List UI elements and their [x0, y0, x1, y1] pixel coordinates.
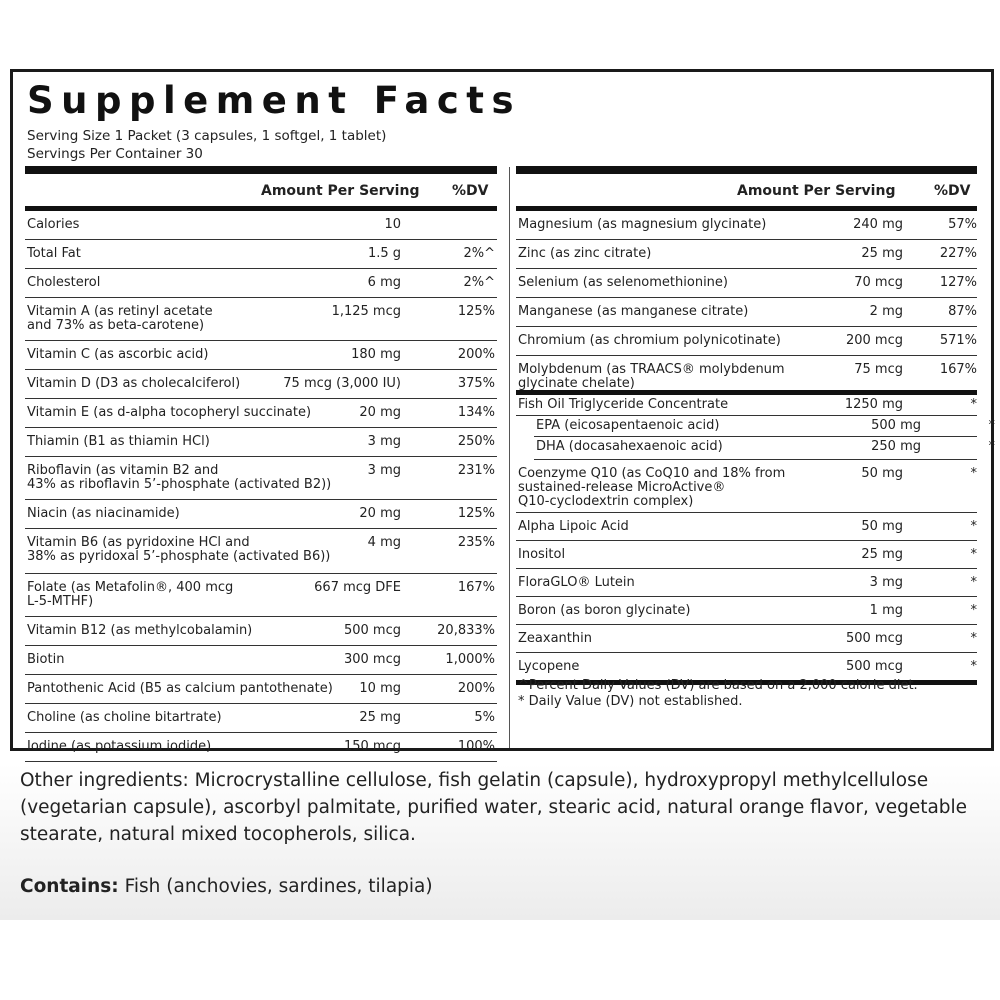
- nutrient-name: Lycopene: [518, 659, 580, 674]
- amount-header: Amount Per Serving: [737, 183, 896, 199]
- nutrient-name: Iodine (as potassium iodide): [27, 739, 212, 754]
- amount-header: Amount Per Serving: [261, 183, 420, 199]
- nutrient-dv: 87%: [948, 304, 977, 319]
- nutrient-amount: 3 mg: [367, 463, 401, 478]
- nutrient-row: [516, 541, 977, 569]
- nutrient-dv: 125%: [457, 304, 495, 319]
- nutrient-dv: *: [988, 439, 995, 454]
- nutrient-amount: 25 mg: [359, 710, 401, 725]
- supplement-facts-panel: [10, 69, 995, 754]
- nutrient-dv: *: [970, 603, 977, 618]
- nutrient-name: DHA (docasahexaenoic acid): [536, 439, 723, 454]
- contains-text: Fish (anchovies, sardines, tilapia): [118, 876, 433, 897]
- nutrient-name: Choline (as choline bitartrate): [27, 710, 222, 725]
- nutrient-amount: 667 mcg DFE: [314, 580, 401, 595]
- nutrient-dv: 57%: [948, 217, 977, 232]
- nutrient-dv: 2%^: [463, 275, 495, 290]
- right-nutrient-column: [516, 166, 995, 685]
- dv-header: %DV: [934, 183, 971, 199]
- nutrient-amount: 180 mg: [351, 347, 401, 362]
- nutrient-dv: 20,833%: [437, 623, 495, 638]
- nutrient-dv: 200%: [457, 681, 495, 696]
- nutrient-row: [25, 574, 497, 617]
- nutrient-dv: 375%: [457, 376, 495, 391]
- nutrient-name: Vitamin E (as d-alpha tocopheryl succinate): [27, 405, 312, 420]
- nutrient-amount: 500 mcg: [845, 631, 903, 646]
- nutrient-amount: 70 mcg: [854, 275, 903, 290]
- nutrient-row: [516, 327, 977, 356]
- nutrient-name: Magnesium (as magnesium glycinate): [518, 217, 767, 232]
- nutrient-name: Inositol: [518, 547, 566, 562]
- nutrient-name: Vitamin B12 (as methylcobalamin): [27, 623, 253, 638]
- nutrient-name: Boron (as boron glycinate): [518, 603, 691, 618]
- nutrient-name: Alpha Lipoic Acid: [518, 519, 629, 534]
- panel-title: Supplement Facts: [27, 79, 522, 122]
- nutrient-amount: 75 mcg (3,000 IU): [283, 376, 401, 391]
- nutrient-dv: 227%: [939, 246, 977, 261]
- nutrient-name: Vitamin C (as ascorbic acid): [27, 347, 209, 362]
- nutrient-dv: 235%: [457, 535, 495, 550]
- nutrient-name: Coenzyme Q10 (as CoQ10 and 18% from sustained-release MicroActive® Q10-cyclodextrin complex): [518, 466, 786, 509]
- nutrient-row: [516, 513, 977, 541]
- nutrient-dv: 134%: [457, 405, 495, 420]
- nutrient-dv: *: [970, 631, 977, 646]
- nutrient-row: [516, 240, 977, 269]
- nutrient-row: [25, 646, 497, 675]
- nutrient-name: Calories: [27, 217, 80, 232]
- nutrient-dv: *: [988, 418, 995, 433]
- nutrient-dv: 167%: [457, 580, 495, 595]
- nutrient-dv: *: [970, 519, 977, 534]
- nutrient-amount: 25 mg: [861, 246, 903, 261]
- nutrient-row: [516, 298, 977, 327]
- nutrient-row: [25, 240, 497, 269]
- nutrient-amount: 500 mcg: [845, 659, 903, 674]
- nutrient-row: [25, 428, 497, 457]
- nutrient-dv: *: [970, 466, 977, 481]
- nutrient-name: Total Fat: [27, 246, 81, 261]
- nutrient-dv: 2%^: [463, 246, 495, 261]
- nutrient-amount: 300 mcg: [343, 652, 401, 667]
- other-ingredients: Other ingredients: Microcrystalline cellulose, fish gelatin (capsule), hydroxypropyl methylcellulose (vegetarian capsule), ascorbyl palmitate, purified water, stearic acid, natural orange flavor, vegetable stearate, natural mixed tocopherols, silica.: [20, 770, 968, 845]
- nutrient-dv: 200%: [457, 347, 495, 362]
- nutrient-dv: 100%: [457, 739, 495, 754]
- nutrient-name: Fish Oil Triglyceride Concentrate: [518, 397, 729, 412]
- nutrient-dv: 5%: [474, 710, 495, 725]
- nutrient-dv: 231%: [457, 463, 495, 478]
- servings-per-container: Servings Per Container 30: [27, 146, 203, 162]
- nutrient-dv: 125%: [457, 506, 495, 521]
- nutrient-amount: 1 mg: [869, 603, 903, 618]
- nutrient-dv: *: [970, 547, 977, 562]
- nutrient-name: Zinc (as zinc citrate): [518, 246, 652, 261]
- nutrient-row: [25, 500, 497, 529]
- nutrient-row: [516, 395, 977, 416]
- nutrient-dv: *: [970, 575, 977, 590]
- nutrient-row: [25, 399, 497, 428]
- thick-rule: [516, 166, 977, 174]
- nutrient-row: [516, 569, 977, 597]
- nutrient-amount: 3 mg: [869, 575, 903, 590]
- nutrient-name: Zeaxanthin: [518, 631, 592, 646]
- nutrient-amount: 20 mg: [359, 405, 401, 420]
- nutrient-name: Cholesterol: [27, 275, 101, 290]
- nutrient-amount: 200 mcg: [845, 333, 903, 348]
- nutrient-name: Chromium (as chromium polynicotinate): [518, 333, 781, 348]
- nutrient-amount: 10: [384, 217, 401, 232]
- nutrient-amount: 10 mg: [359, 681, 401, 696]
- nutrient-name: Riboflavin (as vitamin B2 and 43% as riboflavin 5’-phosphate (activated B2)): [27, 463, 332, 492]
- nutrient-name: Vitamin D (D3 as cholecalciferol): [27, 376, 241, 391]
- nutrient-amount: 250 mg: [871, 439, 921, 454]
- nutrient-name: Niacin (as niacinamide): [27, 506, 180, 521]
- nutrient-row: [516, 597, 977, 625]
- nutrient-name: Folate (as Metafolin®, 400 mcg L-5-MTHF): [27, 580, 234, 609]
- nutrient-amount: 500 mcg: [343, 623, 401, 638]
- thick-rule: [25, 166, 497, 174]
- nutrient-row: [25, 617, 497, 646]
- nutrient-row: [25, 341, 497, 370]
- dv-header: %DV: [452, 183, 489, 199]
- nutrient-row: [25, 370, 497, 399]
- allergen-statement: [20, 876, 433, 897]
- nutrient-amount: 240 mg: [853, 217, 903, 232]
- nutrient-row: [516, 269, 977, 298]
- nutrient-amount: 50 mg: [861, 519, 903, 534]
- nutrient-row: [516, 460, 977, 513]
- nutrient-row: [534, 437, 995, 460]
- nutrient-name: Selenium (as selenomethionine): [518, 275, 728, 290]
- nutrient-amount: 6 mg: [367, 275, 401, 290]
- nutrient-name: Manganese (as manganese citrate): [518, 304, 749, 319]
- nutrient-name: EPA (eicosapentaenoic acid): [536, 418, 720, 433]
- nutrient-amount: 1.5 g: [367, 246, 401, 261]
- nutrient-name: Thiamin (B1 as thiamin HCl): [27, 434, 210, 449]
- nutrient-row: [25, 269, 497, 298]
- nutrient-name: Vitamin B6 (as pyridoxine HCl and 38% as pyridoxal 5’-phosphate (activated B6)): [27, 535, 331, 564]
- nutrient-row: [25, 704, 497, 733]
- nutrient-amount: 75 mcg: [854, 362, 903, 377]
- nutrient-row: [25, 298, 497, 341]
- contains-label: Contains:: [20, 876, 119, 897]
- nutrient-row: [25, 211, 497, 240]
- nutrient-row: [516, 356, 977, 395]
- nutrient-dv: 127%: [939, 275, 977, 290]
- footnote-dv-basis: ^Percent Daily Values (DV) are based on a 2,000 calorie diet.: [518, 678, 918, 693]
- nutrient-amount: 2 mg: [869, 304, 903, 319]
- serving-size: Serving Size 1 Packet (3 capsules, 1 softgel, 1 tablet): [27, 128, 387, 144]
- nutrient-amount: 20 mg: [359, 506, 401, 521]
- nutrient-name: Pantothenic Acid (B5 as calcium pantothenate): [27, 681, 333, 696]
- nutrient-name: Biotin: [27, 652, 65, 667]
- nutrient-dv: *: [970, 659, 977, 674]
- nutrient-row: [25, 529, 497, 574]
- nutrient-row: [516, 211, 977, 240]
- nutrient-amount: 4 mg: [367, 535, 401, 550]
- nutrient-amount: 1,125 mcg: [331, 304, 401, 319]
- nutrient-dv: 571%: [939, 333, 977, 348]
- right-column-header: [516, 174, 977, 211]
- nutrient-row: [25, 457, 497, 500]
- nutrient-dv: 250%: [457, 434, 495, 449]
- left-nutrient-column: [25, 166, 497, 762]
- nutrient-amount: 150 mcg: [343, 739, 401, 754]
- nutrient-row: [534, 416, 995, 437]
- nutrient-row: [25, 675, 497, 704]
- footnote-dv-not-established: * Daily Value (DV) not established.: [518, 694, 743, 709]
- nutrient-amount: 1250 mg: [844, 397, 903, 412]
- nutrient-dv: 1,000%: [445, 652, 495, 667]
- nutrient-amount: 500 mg: [871, 418, 921, 433]
- nutrient-amount: 25 mg: [861, 547, 903, 562]
- column-divider: [509, 167, 510, 748]
- nutrient-name: FloraGLO® Lutein: [518, 575, 635, 590]
- nutrient-row: [516, 625, 977, 653]
- nutrient-dv: 167%: [939, 362, 977, 377]
- nutrient-row: [25, 733, 497, 762]
- nutrient-name: Vitamin A (as retinyl acetate and 73% as beta-carotene): [27, 304, 213, 333]
- left-column-header: [25, 174, 497, 211]
- nutrient-amount: 3 mg: [367, 434, 401, 449]
- nutrient-amount: 50 mg: [861, 466, 903, 481]
- nutrient-name: Molybdenum (as TRAACS® molybdenum glycinate chelate): [518, 362, 785, 391]
- nutrient-dv: *: [970, 397, 977, 412]
